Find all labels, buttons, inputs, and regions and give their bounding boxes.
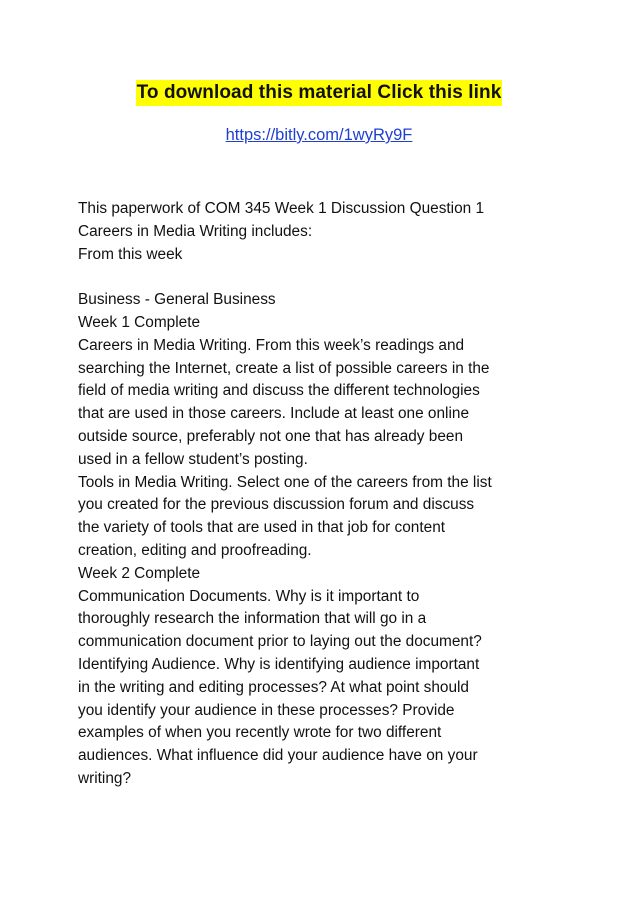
body-line: writing?: [78, 769, 132, 787]
body-line: searching the Internet, create a list of possible careers in the: [78, 359, 490, 377]
document-body: [78, 198, 578, 791]
paragraph-gap: [78, 266, 578, 289]
intro-line: From this week: [78, 245, 183, 263]
intro-line: Careers in Media Writing includes:: [78, 222, 313, 240]
body-line: field of media writing and discuss the different technologies: [78, 382, 480, 400]
body-line: Business - General Business: [78, 291, 276, 309]
body-line: the variety of tools that are used in that job for content: [78, 519, 446, 537]
body-line: Careers in Media Writing. From this week’s readings and: [78, 336, 465, 354]
download-headline: To download this material Click this link: [136, 80, 503, 106]
body-line: in the writing and editing processes? At what point should: [78, 678, 469, 696]
download-header: [0, 80, 638, 106]
body-line: examples of when you recently wrote for two different: [78, 724, 442, 742]
body-line: Week 1 Complete: [78, 313, 201, 331]
download-link-line: [0, 124, 638, 146]
body-line: Tools in Media Writing. Select one of the careers from the list: [78, 473, 492, 491]
body-line: creation, editing and proofreading.: [78, 541, 312, 559]
body-line: you created for the previous discussion forum and discuss: [78, 496, 475, 514]
body-line: communication document prior to laying out the document?: [78, 633, 482, 651]
body-line: outside source, preferably not one that has already been: [78, 427, 464, 445]
body-line: Week 2 Complete: [78, 564, 201, 582]
intro-line: This paperwork of COM 345 Week 1 Discussion Question 1: [78, 200, 485, 217]
body-line: audiences. What influence did your audience have on your: [78, 747, 478, 765]
body-line: Identifying Audience. Why is identifying audience important: [78, 655, 480, 673]
download-link[interactable]: https://bitly.com/1wyRy9F: [225, 126, 413, 144]
body-line: you identify your audience in these processes? Provide: [78, 701, 455, 719]
body-line: that are used in those careers. Include at least one online: [78, 405, 470, 423]
body-line: thoroughly research the information that will go in a: [78, 610, 427, 628]
body-line: Communication Documents. Why is it important to: [78, 587, 420, 605]
body-line: used in a fellow student’s posting.: [78, 450, 308, 468]
